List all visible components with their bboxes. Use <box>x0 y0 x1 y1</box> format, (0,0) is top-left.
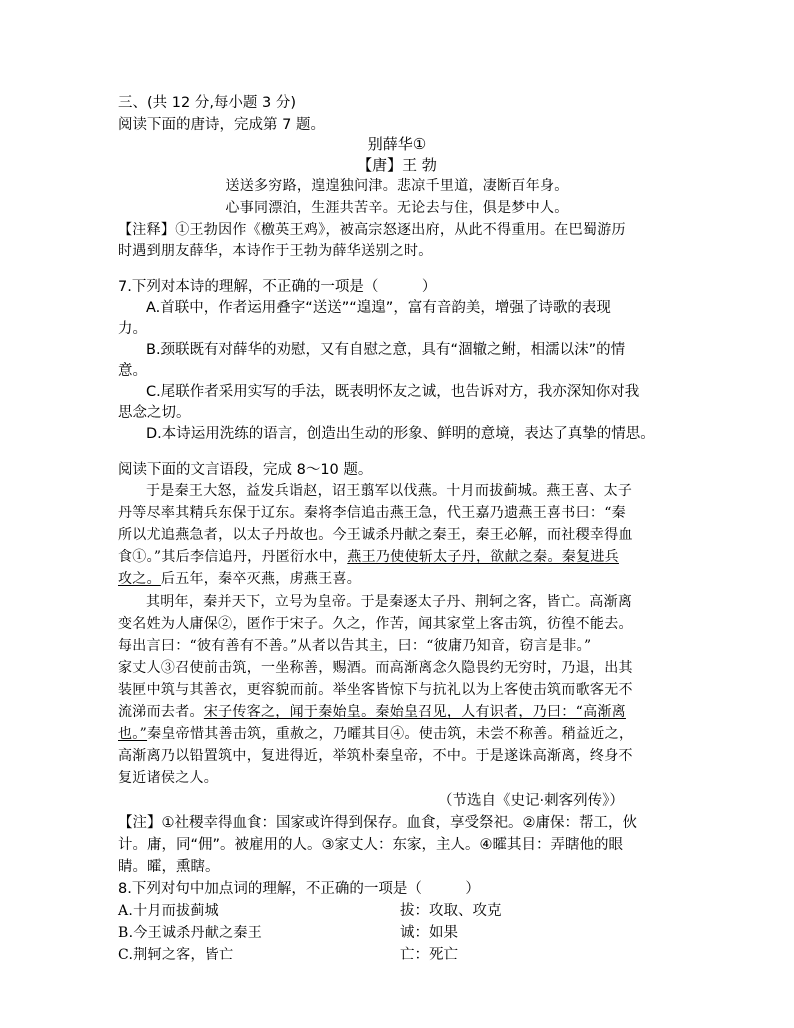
q8-option-c-sentence: C.荆轲之客，皆亡 <box>118 947 234 963</box>
passage-p2-line-2: 变名姓为人庸保②，匿作于宋子。久之，作苦，闻其家堂上客击筑，彷徨不能去。 <box>118 616 633 632</box>
q8-option-b-sentence: B.今王诚杀丹献之秦王 <box>118 925 263 941</box>
passage-p1-line-2: 丹等尽率其精兵东保于辽东。秦将李信追击燕王急，代王嘉乃遗燕王喜书曰：“秦 <box>118 505 626 521</box>
passage-instruction: 阅读下面的文言语段，完成 8～10 题。 <box>118 462 373 478</box>
section-instruction: 阅读下面的唐诗，完成第 7 题。 <box>118 117 325 133</box>
section-heading: 三、(共 12 分,每小题 3 分) <box>118 95 297 111</box>
passage-p2-line-6 <box>118 701 626 723</box>
passage-p2-line-6-text: 流涕而去者。 <box>118 704 204 720</box>
q8-option-c-gloss: 亡：死亡 <box>400 947 458 963</box>
passage-note-line-1: 【注】①社稷幸得血食：国家或许得到保存。血食，享受祭祀。②庸保：帮工，伙 <box>118 815 637 831</box>
passage-source: （节选自《史记·刺客列传》） <box>438 793 624 809</box>
passage-p1-line-4 <box>118 546 619 568</box>
q8-option-a-sentence: A.十月而拔蓟城 <box>118 903 219 919</box>
q7-option-c: C.尾联作者采用实写的手法，既表明怀友之诚，也告诉对方，我亦深知你对我 <box>146 384 640 400</box>
passage-p1-line-4-text: 食①。”其后李信追丹，丹匿衍水中， <box>118 549 348 565</box>
poem-note-line-2: 时遇到朋友薛华，本诗作于王勃为薛华送别之时。 <box>118 243 433 259</box>
q7-stem: 7.下列对本诗的理解，不正确的一项是（ ） <box>118 279 437 295</box>
passage-p1-line-3: 所以尤追燕急者，以太子丹故也。今王诚杀丹献之秦王，秦王必解，而社稷幸得血 <box>118 527 633 543</box>
poem-author: 【唐】王 勃 <box>357 156 437 174</box>
q7-option-b-cont: 意。 <box>118 363 147 379</box>
passage-p1-underlined-sentence: 燕王乃使使斩太子丹，欲献之秦。秦复进兵 <box>347 549 619 565</box>
poem-line-1: 送送多穷路，遑遑独问津。悲凉千里道，凄断百年身。 <box>225 178 569 194</box>
q7-option-c-cont: 思念之切。 <box>118 405 191 421</box>
poem-line-2: 心事同漂泊，生涯共苦辛。无论去与住，俱是梦中人。 <box>225 200 569 216</box>
q8-stem: 8.下列对句中加点词的理解，不正确的一项是（ ） <box>118 881 480 897</box>
passage-p2-line-7-text: 秦皇帝惜其善击筑，重赦之，乃曤其目④。使击筑，未尝不称善。稍益近之， <box>147 726 634 742</box>
q7-option-d: D.本诗运用洗练的语言，创造出生动的形象、鲜明的意境，表达了真挚的情思。 <box>146 426 655 442</box>
poem-title: 别薛华① <box>367 135 427 153</box>
q7-option-a-cont: 力。 <box>118 321 147 337</box>
passage-p2-line-7 <box>118 723 633 745</box>
passage-p1-underlined-end: 攻之。 <box>118 571 161 587</box>
passage-p2-line-3: 每出言曰：“彼有善有不善。”从者以告其主，曰：“彼庸乃知音，窃言是非。” <box>118 638 592 654</box>
q8-option-b-gloss: 诚：如果 <box>400 925 458 941</box>
q7-option-a: A.首联中，作者运用叠字“送送”“遑遑”，富有音韵美，增强了诗歌的表现 <box>146 300 611 316</box>
q8-option-a-gloss: 拔：攻取、攻克 <box>400 903 502 919</box>
passage-p1-line-5 <box>118 568 361 590</box>
passage-p2-line-4: 家丈人③召使前击筑，一坐称善，赐酒。而高渐离念久隐畏约无穷时，乃退，出其 <box>118 660 633 676</box>
poem-note-line-1: 【注释】①王勃因作《檄英王鸡》，被高宗怒逐出府，从此不得重用。在巴蜀游历 <box>118 222 626 238</box>
passage-p1-line-1: 于是秦王大怒，益发兵诣赵，诏王翦军以伐燕。十月而拔蓟城。燕王喜、太子 <box>146 483 633 499</box>
passage-p2-underlined-end: 也。” <box>118 726 148 742</box>
passage-p2-line-9: 复近诸侯之人。 <box>118 770 219 786</box>
passage-p2-line-8: 高渐离乃以铅置筑中，复进得近，举筑朴秦皇帝，不中。于是遂诛高渐离，终身不 <box>118 748 633 764</box>
passage-note-line-3: 睛。曤，熏瞎。 <box>118 859 220 875</box>
q7-option-b: B.颈联既有对薛华的劝慰，又有自慰之意，具有“涸辙之鲋，相濡以沫”的情 <box>146 342 626 358</box>
passage-p2-line-1: 其明年，秦并天下，立号为皇帝。于是秦逐太子丹、荆轲之客，皆亡。高渐离 <box>146 594 633 610</box>
passage-p2-underlined-sentence: 宋子传客之，闻于秦始皇。秦始皇召见，人有识者，乃曰：“高渐离 <box>203 704 626 720</box>
passage-note-line-2: 计。庸，同“佣”。被雇用的人。③家丈人：东家，主人。④曤其目：弄瞎他的眼 <box>118 837 624 853</box>
passage-p2-line-5: 装匣中筑与其善衣，更容貌而前。举坐客皆惊下与抗礼以为上客使击筑而歌客无不 <box>118 682 633 698</box>
passage-p1-line-5-text: 后五年，秦卒灭燕，虏燕王喜。 <box>160 571 362 587</box>
